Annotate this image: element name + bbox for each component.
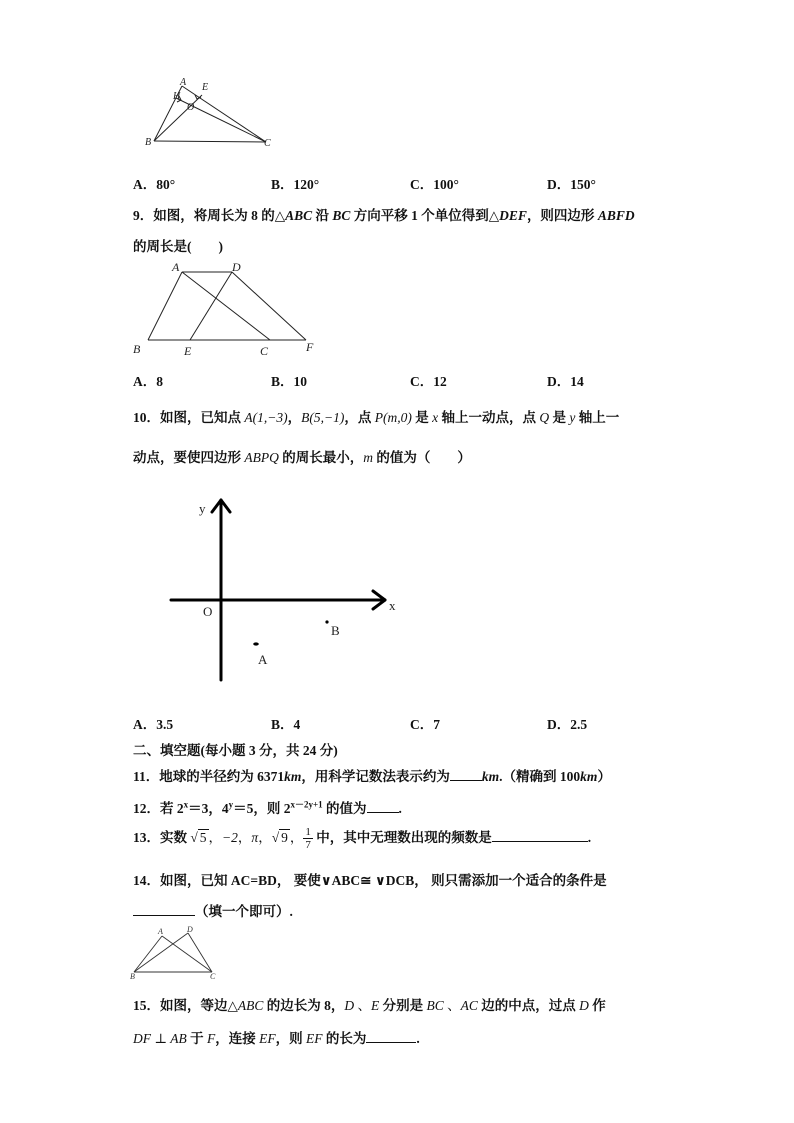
edge-df bbox=[232, 272, 306, 340]
edge-ba bbox=[134, 936, 162, 972]
label-c: C bbox=[210, 972, 216, 981]
q9-tri-def: △DEF bbox=[488, 208, 527, 223]
q10-quad: ABPQ bbox=[244, 450, 279, 465]
q15-answer-blank[interactable] bbox=[366, 1030, 416, 1043]
q10-text: 10．如图，已知点 bbox=[133, 410, 245, 425]
q11-text: 11．地球的半径约为 6371 bbox=[133, 769, 285, 784]
q8-option-b[interactable]: B．120° bbox=[271, 177, 320, 192]
q10-option-c[interactable]: C．7 bbox=[410, 717, 440, 732]
q10-y: y bbox=[569, 410, 576, 425]
q15-stem-line2 bbox=[133, 1027, 420, 1047]
q15-segment: EF bbox=[259, 1031, 276, 1046]
label-a: A bbox=[158, 927, 163, 936]
q10-m: m bbox=[363, 450, 373, 465]
section-title: 二、填空题(每小题 3 分，共 24 分) bbox=[133, 743, 338, 758]
q10-point-p: P(m,0) bbox=[374, 410, 412, 425]
label-e: E bbox=[184, 344, 192, 358]
label-e: E bbox=[202, 82, 209, 93]
q12-answer-blank[interactable] bbox=[367, 800, 399, 813]
q10-point-b: B(5,−1) bbox=[301, 410, 345, 425]
label-c: C bbox=[264, 138, 271, 149]
q9-text: 9．如图，将周长为 8 的 bbox=[133, 208, 275, 223]
q11-unit: km bbox=[580, 769, 598, 784]
label-a: A bbox=[180, 77, 187, 88]
sqrt-5: √ 5 bbox=[190, 830, 207, 845]
q9-option-b[interactable]: B．10 bbox=[271, 374, 308, 389]
q10-option-b[interactable]: B．4 bbox=[271, 717, 301, 732]
q15-text: ，则 bbox=[275, 1031, 306, 1046]
label-b: B bbox=[133, 342, 141, 356]
q10-text: 的周长最小， bbox=[278, 450, 364, 465]
edge-bc bbox=[154, 141, 266, 142]
q13-text: ， bbox=[258, 830, 272, 845]
q10-coordinate-figure bbox=[165, 492, 410, 687]
q10-point-a: A(1,−3) bbox=[244, 410, 288, 425]
q13-text: ， bbox=[237, 830, 252, 845]
denominator: 7 bbox=[305, 839, 311, 852]
q15-text: ，连接 bbox=[215, 1031, 260, 1046]
label-c: C bbox=[260, 344, 269, 358]
q10-option-d[interactable]: D．2.5 bbox=[547, 717, 588, 732]
q15-point: D bbox=[344, 998, 355, 1013]
q10-text: 是 bbox=[549, 410, 570, 425]
q13-value: −2 bbox=[222, 830, 238, 845]
q15-text: 、 bbox=[354, 998, 372, 1013]
q9-option-c[interactable]: C．12 bbox=[410, 374, 447, 389]
point-b bbox=[325, 620, 328, 623]
q13-stem bbox=[133, 826, 591, 851]
label-f: F bbox=[306, 340, 314, 354]
q15-text: 边的中点，过点 bbox=[477, 998, 580, 1013]
edge-dc bbox=[188, 933, 212, 972]
label-x: x bbox=[389, 598, 396, 613]
q13-pi: π bbox=[251, 830, 259, 845]
label-h: H bbox=[173, 91, 181, 102]
q10-text: 的值为（ ） bbox=[373, 450, 471, 465]
q11-text: .（精确到 100 bbox=[499, 769, 581, 784]
label-o: O bbox=[187, 102, 195, 113]
q15-segment: AC bbox=[460, 998, 478, 1013]
q12-stem bbox=[133, 797, 402, 817]
q13-answer-blank[interactable] bbox=[492, 829, 588, 842]
q15-text: 作 bbox=[588, 998, 606, 1013]
q14-answer-blank[interactable] bbox=[133, 903, 195, 916]
q10-option-a[interactable]: A．3.5 bbox=[133, 717, 174, 732]
q11-text: ，用科学记数法表示约为 bbox=[301, 769, 450, 784]
q10-text: 是 bbox=[411, 410, 433, 425]
q8-option-c[interactable]: C．100° bbox=[410, 177, 459, 192]
q15-segment: BC bbox=[426, 998, 444, 1013]
q12-sup: x bbox=[183, 799, 189, 810]
q14-stem-line1: 14．如图，已知 AC=BD， 要使∨ABC≅ ∨DCB， 则只需添加一个适合的条件是 bbox=[133, 873, 607, 888]
q8-option-d[interactable]: D．150° bbox=[547, 177, 596, 192]
fraction-1-7 bbox=[303, 826, 313, 851]
label-y: y bbox=[199, 501, 206, 516]
numerator: 1 bbox=[305, 826, 311, 839]
q15-perp: DF ⊥ AB bbox=[133, 1031, 187, 1046]
label-o: O bbox=[203, 604, 213, 619]
q9-translation-figure bbox=[130, 258, 330, 360]
q10-text: 轴上一动点，点 bbox=[438, 410, 540, 425]
label-d: D bbox=[232, 260, 241, 274]
q15-segment: EF bbox=[305, 1031, 323, 1046]
q13-text: 13．实数 bbox=[133, 830, 191, 845]
q11-unit: km bbox=[284, 769, 302, 784]
q10-text: 动点，要使四边形 bbox=[133, 450, 245, 465]
q10-stem-line1 bbox=[133, 406, 619, 426]
q10-text: 轴上一 bbox=[575, 410, 620, 425]
edge-ac bbox=[182, 86, 266, 142]
label-d: D bbox=[187, 925, 193, 934]
q10-stem-line2 bbox=[133, 446, 471, 466]
q12-text: 的值为 bbox=[322, 801, 367, 816]
q9-stem-line2: 的周长是( ) bbox=[133, 239, 223, 254]
q15-text: 的长为 bbox=[322, 1031, 367, 1046]
q10-x: x bbox=[432, 410, 439, 425]
q13-text: ， bbox=[208, 830, 223, 845]
label-b: B bbox=[145, 137, 152, 148]
q13-text: . bbox=[587, 830, 592, 845]
q9-tri-abc: △ABC bbox=[274, 208, 313, 223]
point-a bbox=[253, 642, 259, 645]
q15-text: . bbox=[416, 1031, 420, 1046]
q14-text: （填一个即可）. bbox=[195, 904, 293, 919]
label-a: A bbox=[258, 652, 268, 667]
q11-unit: km bbox=[481, 769, 500, 784]
q11-text: ） bbox=[597, 769, 611, 784]
radicand: 9 bbox=[281, 830, 288, 845]
radicand: 5 bbox=[199, 830, 207, 845]
q9-text: 方向平移 1 个单位得到 bbox=[350, 208, 489, 223]
q15-text: 的边长为 8， bbox=[263, 998, 345, 1013]
q15-point: E bbox=[371, 998, 380, 1013]
q9-option-a[interactable]: A．8 bbox=[133, 374, 163, 389]
q13-text: ， bbox=[289, 830, 304, 845]
q15-text: 分别是 bbox=[379, 998, 427, 1013]
label-b: B bbox=[130, 972, 135, 981]
q11-stem bbox=[133, 765, 611, 785]
label-a: A bbox=[172, 260, 180, 274]
q9-option-d[interactable]: D．14 bbox=[547, 374, 584, 389]
q12-text: ＝5，则 2 bbox=[233, 801, 291, 816]
q11-answer-blank[interactable] bbox=[450, 768, 482, 781]
q15-text: 、 bbox=[443, 998, 461, 1013]
q13-text: 中，其中无理数出现的频数是 bbox=[312, 830, 492, 845]
q10-q: Q bbox=[539, 410, 550, 425]
q8-triangle-figure bbox=[140, 74, 280, 154]
edge-ac bbox=[162, 936, 212, 972]
q12-sup: x－2y+1 bbox=[290, 799, 323, 810]
q15-text: 15．如图，等边 bbox=[133, 998, 228, 1013]
label-b: B bbox=[331, 623, 340, 638]
sqrt-9: √ 9 bbox=[271, 830, 288, 845]
q15-point: D bbox=[579, 998, 589, 1013]
q15-point: F bbox=[206, 1031, 216, 1046]
q15-tri: △ABC bbox=[227, 998, 264, 1013]
q8-option-a[interactable]: A．80° bbox=[133, 177, 176, 192]
q9-stem-line1 bbox=[133, 204, 635, 224]
q12-text: . bbox=[398, 801, 402, 816]
edge-ba bbox=[148, 272, 182, 340]
q10-text: ，点 bbox=[344, 410, 375, 425]
q10-text: ， bbox=[287, 410, 302, 425]
q12-sup: y bbox=[228, 799, 234, 810]
q14-triangles-figure bbox=[128, 924, 224, 984]
q12-text: ＝3，4 bbox=[188, 801, 229, 816]
q9-text: 沿 bbox=[312, 208, 333, 223]
q12-text: 12．若 2 bbox=[133, 801, 184, 816]
q9-bc: BC bbox=[332, 208, 351, 223]
q14-stem-line2 bbox=[133, 900, 293, 920]
q15-stem-line1 bbox=[133, 994, 606, 1014]
q9-text: ，则四边形 bbox=[526, 208, 598, 223]
q15-text: 于 bbox=[186, 1031, 207, 1046]
q9-quad: ABFD bbox=[597, 208, 635, 223]
edge-bd bbox=[134, 933, 188, 972]
